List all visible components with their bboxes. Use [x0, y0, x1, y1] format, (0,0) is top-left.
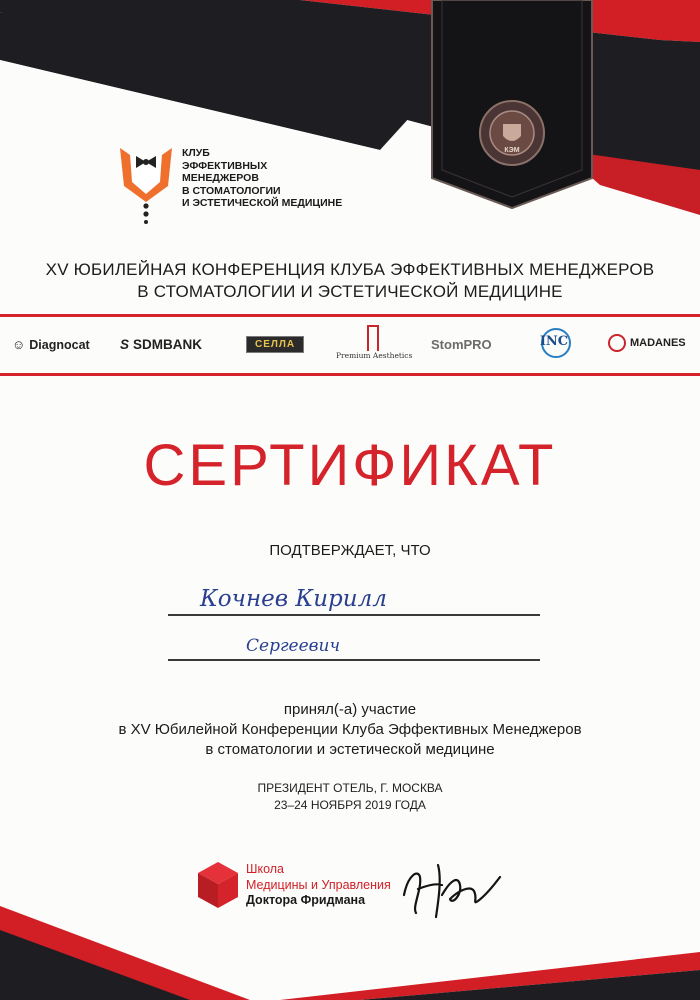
certificate-title: СЕРТИФИКАТ — [143, 433, 557, 498]
bottom-dark-wedge — [0, 930, 190, 1000]
name-underline-2 — [168, 659, 540, 661]
conference-title-line1: XV ЮБИЛЕЙНАЯ КОНФЕРЕНЦИЯ КЛУБА ЭФФЕКТИВНЫХ МЕНЕДЖЕРОВ — [45, 260, 655, 279]
sdm-icon: S — [120, 337, 130, 352]
sponsor-label: SDMBANK — [133, 337, 203, 352]
sponsor-premium-aesthetics — [336, 325, 413, 360]
school-line: Школа — [246, 862, 284, 876]
recipient-name-line2: Сергеевич — [246, 636, 341, 656]
sponsor-diagnocat — [12, 337, 90, 352]
body-line: принял(-а) участие — [283, 701, 417, 718]
sponsor-sdmbank — [120, 337, 202, 352]
sponsor-label: Diagnocat — [29, 337, 90, 352]
venue-text: ПРЕЗИДЕНТ ОТЕЛЬ, Г. МОСКВА — [257, 781, 443, 795]
seal-shield — [503, 124, 521, 141]
seal-text: КЭМ — [504, 147, 520, 154]
sponsor-strip-bottom-line — [0, 373, 700, 376]
sponsor-sella — [246, 336, 304, 353]
madanes-icon — [608, 334, 626, 352]
club-name-line: МЕНЕДЖЕРОВ — [182, 172, 259, 185]
dates-text: 23–24 НОЯБРЯ 2019 ГОДА — [274, 798, 426, 812]
sponsor-stompro — [431, 337, 492, 352]
club-name-line: КЛУБ — [182, 147, 210, 159]
club-name — [182, 147, 382, 210]
bottom-decorative-band — [0, 900, 700, 1000]
school-line: Доктора Фридмана — [246, 893, 366, 907]
recipient-name-line1: Кочнев Кирилл — [200, 586, 387, 612]
sponsor-label: MADANES — [630, 337, 686, 349]
conference-title-line2: В СТОМАТОЛОГИИ И ЭСТЕТИЧЕСКОЙ МЕДИЦИНЕ — [137, 282, 563, 301]
diagnocat-icon: ☺ — [12, 337, 26, 352]
club-name-line: В СТОМАТОЛОГИИ — [182, 184, 281, 197]
body-line: в XV Юбилейной Конференции Клуба Эффективных Менеджеров — [118, 721, 582, 738]
confirms-text: ПОДТВЕРЖДАЕТ, ЧТО — [269, 542, 431, 559]
venue-info — [100, 780, 600, 814]
premium-aesthetics-icon — [367, 325, 379, 351]
sponsor-inc — [532, 328, 576, 362]
sponsor-madanes — [608, 334, 686, 352]
body-line: в стоматологии и эстетической медицине — [205, 741, 495, 758]
sponsor-label: INC — [539, 334, 569, 349]
name-underline-1 — [168, 614, 540, 616]
school-line: Медицины и Управления — [246, 877, 391, 892]
sponsor-strip-top-line — [0, 314, 700, 317]
sponsor-label: Premium Aesthetics — [336, 351, 413, 360]
participation-text — [60, 700, 640, 760]
sponsor-label: СЕЛЛА — [246, 336, 304, 353]
club-name-line: И ЭСТЕТИЧЕСКОЙ МЕДИЦИНЕ — [182, 197, 343, 210]
club-name-line: ЭФФЕКТИВНЫХ — [182, 159, 268, 172]
tuxedo-logo-icon — [116, 146, 176, 224]
sponsor-label: StomPRO — [431, 337, 492, 352]
